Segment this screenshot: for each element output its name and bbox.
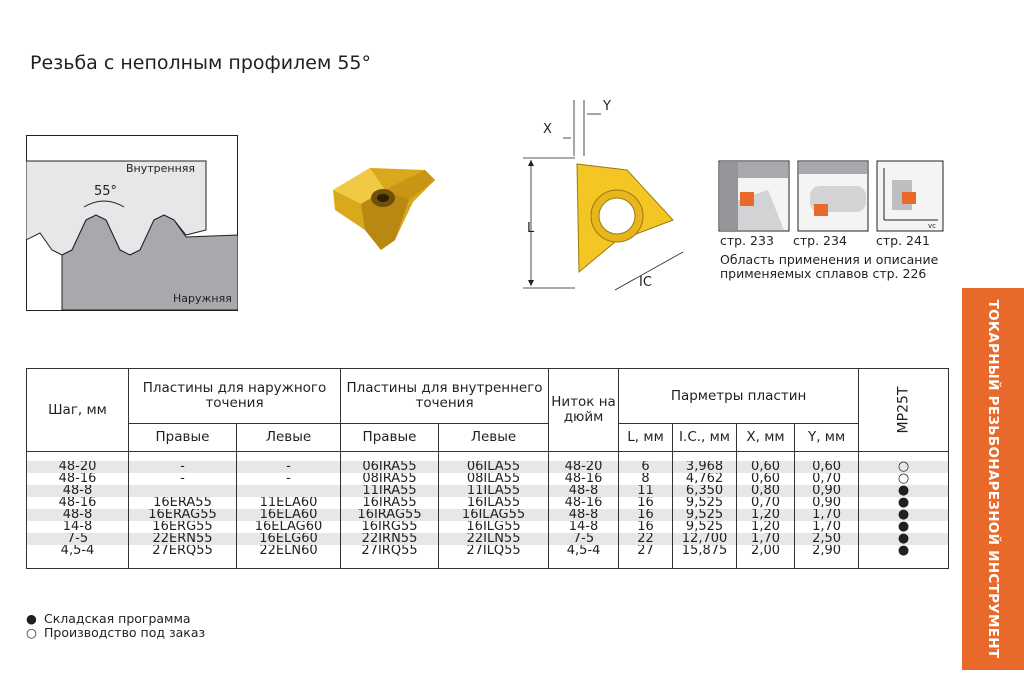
cell-tpi: 14-8 [549,521,619,533]
cell-ic: 9,525 [673,521,737,533]
table-row [27,533,949,545]
section-sidebar-tab [962,288,1024,670]
cell-pitch: 48-16 [27,497,129,509]
cell-ic: 9,525 [673,497,737,509]
table-row [27,461,949,473]
table-row [27,545,949,557]
cell-x: 1,20 [737,509,795,521]
cell-int-r: 06IRA55 [341,461,439,473]
cell-y: 0,60 [795,461,859,473]
cell-ext-l: 16ELA60 [237,509,341,521]
params-header: Парметры пластин [619,369,859,424]
page-ref-233[interactable]: стр. 233 [720,233,774,248]
cell-x: 0,60 [737,461,795,473]
insert-photo [325,160,440,255]
cell-ext-l: 16ELAG60 [237,521,341,533]
cell-ic: 4,762 [673,473,737,485]
cell-int-r: 27IRQ55 [341,545,439,557]
table-row [27,497,949,509]
cell-x: 1,20 [737,521,795,533]
table-row [27,509,949,521]
cell-ext-r: 27ERQ55 [129,545,237,557]
cell-stock: ● [859,533,949,545]
cell-stock: ● [859,521,949,533]
cell-x: 0,80 [737,485,795,497]
cell-ext-r [129,485,237,497]
cell-ext-l: 16ELG60 [237,533,341,545]
application-area-note: Область применения и описание применяемых сплавов стр. 226 [720,252,939,281]
sidebar-label: ТОКАРНЫЙ РЕЗЬБОНАРЕЗНОЙ ИНСТРУМЕНТ [985,299,1001,659]
cell-tpi: 48-20 [549,461,619,473]
cell-y: 0,90 [795,485,859,497]
cell-pitch: 48-16 [27,473,129,485]
cell-ext-r: - [129,473,237,485]
cell-y: 2,90 [795,545,859,557]
table-row [27,485,949,497]
y-label: Y [603,99,611,114]
cell-int-r: 08IRA55 [341,473,439,485]
cell-ext-l: 11ELA60 [237,497,341,509]
cell-x: 0,70 [737,497,795,509]
cell-int-r: 16IRA55 [341,497,439,509]
cell-ext-l: 22ELN60 [237,545,341,557]
cell-y: 0,90 [795,497,859,509]
cell-stock: ○ [859,473,949,485]
page-ref-241[interactable]: стр. 241 [876,233,930,248]
cell-ic: 9,525 [673,509,737,521]
l-header: L, мм [619,424,673,452]
page-title: Резьба с неполным профилем 55° [30,52,372,74]
table-row [27,521,949,533]
cell-x: 0,60 [737,473,795,485]
cell-int-r: 16IRG55 [341,521,439,533]
external-label: Наружняя [173,292,232,305]
cell-l: 16 [619,509,673,521]
external-header: Пластины для наружного точения [129,369,341,424]
legend [26,612,205,640]
angle-label: 55° [94,184,118,199]
cell-pitch: 4,5-4 [27,545,129,557]
specification-table [26,368,949,569]
cell-l: 27 [619,545,673,557]
cell-tpi: 48-16 [549,497,619,509]
legend-item-stock: ● Складская программа [26,611,191,626]
cell-int-l: 22ILN55 [439,533,549,545]
cell-l: 6 [619,461,673,473]
cell-tpi: 4,5-4 [549,545,619,557]
reference-thumbnails [718,160,944,232]
cell-ext-l: - [237,461,341,473]
cell-int-l: 16ILAG55 [439,509,549,521]
legend-item-order: ○ Производство под заказ [26,625,206,640]
cell-ext-r: 16ERA55 [129,497,237,509]
int-left-header: Левые [439,424,549,452]
cell-ext-r: 16ERAG55 [129,509,237,521]
cell-tpi: 48-8 [549,509,619,521]
cell-int-r: 11IRA55 [341,485,439,497]
int-right-header: Правые [341,424,439,452]
cell-ic: 15,875 [673,545,737,557]
cell-int-l: 16ILA55 [439,497,549,509]
cell-x: 1,70 [737,533,795,545]
cell-y: 1,70 [795,509,859,521]
cell-pitch: 48-8 [27,509,129,521]
ext-right-header: Правые [129,424,237,452]
cell-stock: ● [859,485,949,497]
cell-ext-r: 16ERG55 [129,521,237,533]
grade-header: MP25T [859,369,949,452]
ic-header: I.C., мм [673,424,737,452]
x-header: X, мм [737,424,795,452]
thread-profile-figure [26,135,238,311]
cell-ext-r: 22ERN55 [129,533,237,545]
cell-ext-l [237,485,341,497]
cell-l: 8 [619,473,673,485]
page-ref-234[interactable]: стр. 234 [793,233,847,248]
cell-ic: 6,350 [673,485,737,497]
cell-stock: ● [859,509,949,521]
l-label: L [527,221,535,236]
cell-tpi: 48-16 [549,473,619,485]
pitch-header: Шаг, мм [27,369,129,452]
cell-ext-l: - [237,473,341,485]
cell-l: 16 [619,521,673,533]
cell-tpi: 48-8 [549,485,619,497]
cell-stock: ● [859,497,949,509]
insert-dimension-drawing [515,92,705,302]
cell-int-l: 27ILQ55 [439,545,549,557]
cell-stock: ● [859,545,949,557]
cell-y: 0,70 [795,473,859,485]
table-row [27,473,949,485]
cell-ext-r: - [129,461,237,473]
ic-label: IC [639,275,652,290]
cell-int-l: 11ILA55 [439,485,549,497]
cell-l: 16 [619,497,673,509]
cell-ic: 3,968 [673,461,737,473]
tpi-header: Ниток на дюйм [549,369,619,452]
cell-int-l: 06ILA55 [439,461,549,473]
cell-pitch: 14-8 [27,521,129,533]
vc-label: vc [928,222,936,230]
internal-label: Внутренняя [126,162,196,175]
cell-int-l: 16ILG55 [439,521,549,533]
cell-y: 2,50 [795,533,859,545]
cell-int-l: 08ILA55 [439,473,549,485]
cell-y: 1,70 [795,521,859,533]
cell-int-r: 16IRAG55 [341,509,439,521]
cell-pitch: 48-20 [27,461,129,473]
cell-x: 2,00 [737,545,795,557]
cell-l: 11 [619,485,673,497]
cell-l: 22 [619,533,673,545]
cell-ic: 12,700 [673,533,737,545]
internal-header: Пластины для внутреннего точения [341,369,549,424]
cell-pitch: 7-5 [27,533,129,545]
cell-int-r: 22IRN55 [341,533,439,545]
cell-tpi: 7-5 [549,533,619,545]
cell-stock: ○ [859,461,949,473]
cell-pitch: 48-8 [27,485,129,497]
ext-left-header: Левые [237,424,341,452]
y-header: Y, мм [795,424,859,452]
x-label: X [543,122,552,137]
